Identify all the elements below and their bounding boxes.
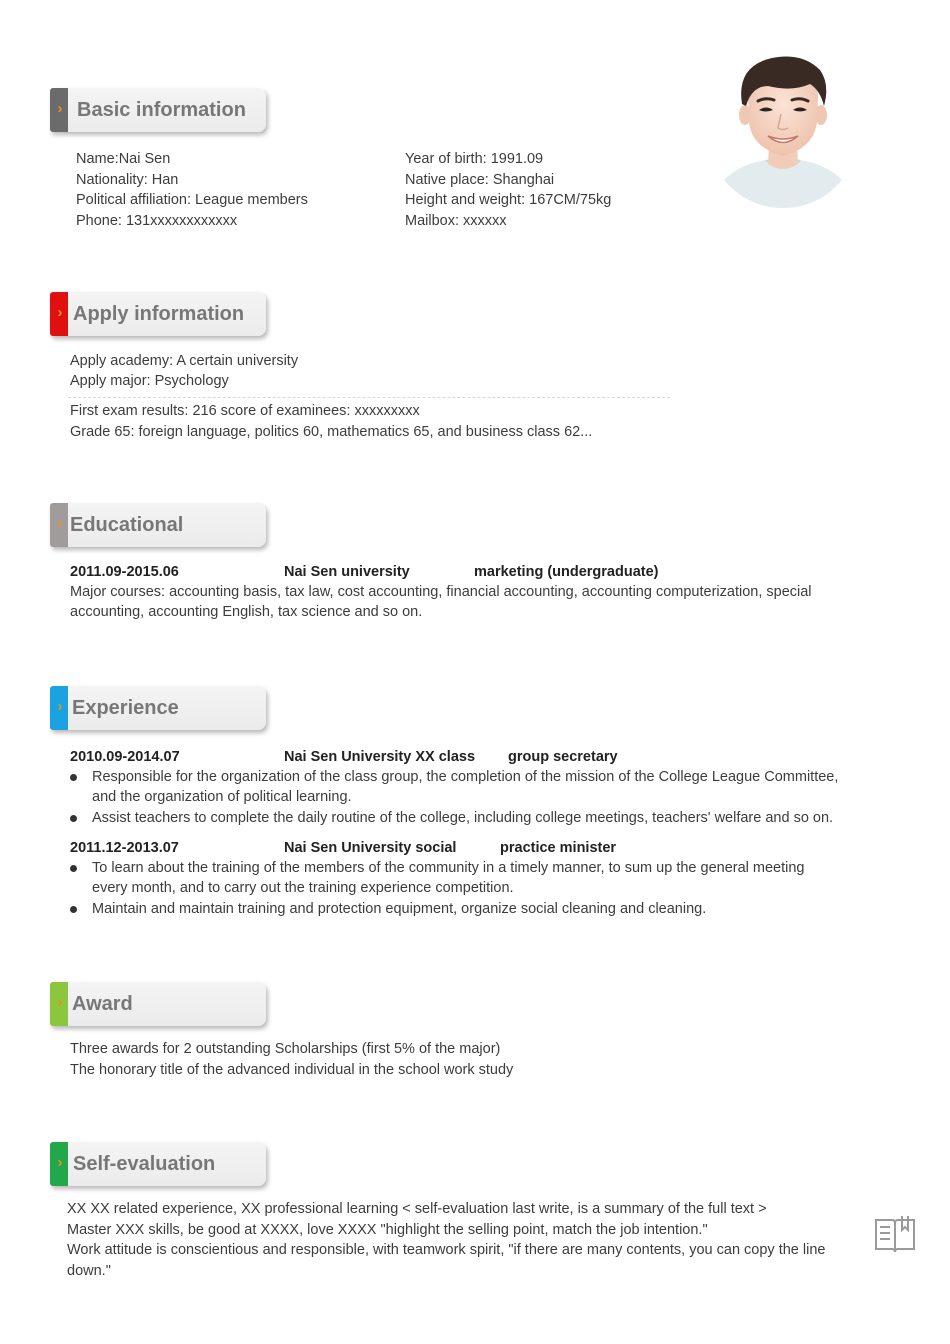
edu-courses-line2: accounting, accounting English, tax science and so on. (70, 604, 423, 620)
edu-period: 2011.09-2015.06 (70, 564, 179, 580)
arrow-icon: › (57, 515, 63, 532)
self-line4: down." (67, 1263, 111, 1279)
self-line3: Work attitude is conscientious and responsible, with teamwork spirit, "if there are many contents, you can copy the line (67, 1242, 826, 1258)
section-title-award: Award (72, 993, 133, 1015)
bullet-icon (70, 865, 77, 872)
section-header-basic (50, 88, 266, 132)
section-header-educational (50, 503, 266, 547)
exp1-role: group secretary (508, 749, 618, 765)
exp1-bullet1-line2: and the organization of political learning. (92, 789, 352, 805)
arrow-icon: › (57, 100, 63, 117)
arrow-icon: › (57, 1154, 63, 1171)
exp2-org: Nai Sen University social (284, 840, 457, 856)
edu-school: Nai Sen university (284, 564, 410, 580)
bullet-icon (70, 815, 77, 822)
exp1-bullet1-line1: Responsible for the organization of the class group, the completion of the mission of the College League Committee, (92, 769, 839, 785)
basic-name: Name:Nai Sen (76, 151, 171, 167)
bullet-icon (70, 906, 77, 913)
exp2-role: practice minister (500, 840, 617, 856)
bullet-icon (70, 774, 77, 781)
exp2-period: 2011.12-2013.07 (70, 840, 179, 856)
award-line2: The honorary title of the advanced individual in the school work study (70, 1062, 514, 1078)
section-title-self-evaluation: Self-evaluation (73, 1153, 216, 1175)
basic-native: Native place: Shanghai (405, 172, 555, 188)
exp2-bullet2: Maintain and maintain training and protection equipment, organize social cleaning and cleaning. (92, 901, 707, 917)
arrow-icon: › (57, 994, 63, 1011)
section-title-experience: Experience (72, 697, 179, 719)
exp1-period: 2010.09-2014.07 (70, 749, 180, 765)
arrow-icon: › (57, 304, 63, 321)
basic-mail: Mailbox: xxxxxx (405, 213, 507, 229)
divider (68, 397, 670, 398)
book-icon (873, 1212, 917, 1256)
edu-courses-line1: Major courses: accounting basis, tax law, cost accounting, financial accounting, accounting computerization, special (70, 584, 812, 600)
profile-photo (722, 52, 844, 210)
exp2-bullet1-line2: every month, and to carry out the training experience competition. (92, 880, 514, 896)
basic-political: Political affiliation: League members (76, 192, 308, 208)
section-header-apply (50, 292, 266, 336)
exp2-bullet1-line1: To learn about the training of the members of the community in a timely manner, to sum up the general meeting (92, 860, 805, 876)
exp1-bullet2: Assist teachers to complete the daily routine of the college, including college meetings, teachers' welfare and so on. (92, 810, 834, 826)
section-title-basic: Basic information (77, 99, 246, 121)
self-line1: XX XX related experience, XX professional learning < self-evaluation last write, is a summary of the full text > (67, 1201, 767, 1217)
arrow-icon: › (57, 698, 63, 715)
basic-phone: Phone: 131xxxxxxxxxxxx (76, 213, 238, 229)
apply-academy: Apply academy: A certain university (70, 353, 299, 369)
self-line2: Master XXX skills, be good at XXXX, love XXXX "highlight the selling point, match the job intention." (67, 1222, 708, 1238)
apply-grade: Grade 65: foreign language, politics 60, mathematics 65, and business class 62... (70, 424, 593, 440)
basic-nationality: Nationality: Han (76, 172, 179, 188)
section-title-educational: Educational (70, 514, 184, 536)
apply-major: Apply major: Psychology (70, 373, 229, 389)
award-line1: Three awards for 2 outstanding Scholarships (first 5% of the major) (70, 1041, 501, 1057)
basic-birth: Year of birth: 1991.09 (405, 151, 544, 167)
section-title-apply: Apply information (73, 303, 245, 325)
section-header-award (50, 982, 266, 1026)
edu-major: marketing (undergraduate) (474, 564, 659, 580)
section-header-self-evaluation (50, 1142, 266, 1186)
apply-first-exam: First exam results: 216 score of examinees: xxxxxxxxx (70, 403, 420, 419)
exp1-org: Nai Sen University XX class (284, 749, 476, 765)
section-header-experience (50, 686, 266, 730)
basic-height: Height and weight: 167CM/75kg (405, 192, 612, 208)
